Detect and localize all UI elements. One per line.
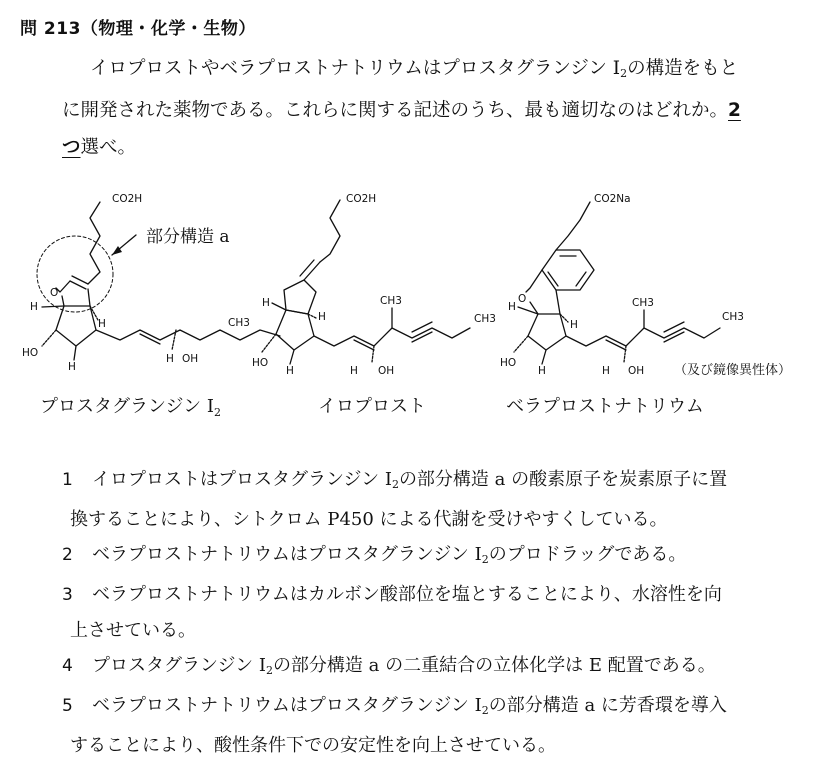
beraprost-h-2: H [570,319,578,331]
pgi2-structure [22,193,280,419]
option-text: の部分構造 a の酸素原子を炭素原子に置 [398,469,728,490]
iloprost-h-2: H [318,311,326,323]
option-text: イロプロストはプロスタグランジン I [92,469,392,490]
beraprost-h-4: H [538,365,546,377]
pgi2-h-3: H [166,353,174,365]
iloprost-ho-label: HO [252,357,269,369]
option-subscript: 2 [391,478,399,491]
option-subscript: 2 [265,664,273,677]
beraprost-o-atom: O [518,293,527,305]
option-text: ベラプロストナトリウムはカルボン酸部位を塩とすることにより、水溶性を向 [92,584,722,605]
stem-text-1-end: の構造をもと [627,58,739,79]
pgi2-ch3-label: CH3 [228,317,250,329]
beraprost-h-1: H [508,301,516,313]
option-number: 3 [62,585,73,605]
iloprost-oh-label: OH [378,365,395,377]
option-text-continued: 上させている。 [70,620,196,641]
option-1 [62,462,807,537]
iloprost-h-4: H [286,365,294,377]
iloprost-structure [252,193,496,417]
option-text: ベラプロストナトリウムはプロスタグランジン I [92,544,482,565]
iloprost-h-1: H [262,297,270,309]
answer-options [62,462,807,763]
option-5 [62,688,807,763]
option-4 [62,648,807,688]
question-header: 問 213（物理・化学・生物） [20,19,256,39]
iloprost-h-3: H [350,365,358,377]
question-stem [62,50,802,166]
option-text: のプロドラッグである。 [488,544,687,565]
beraprost-oh-label: OH [628,365,645,377]
beraprost-structure [500,193,791,417]
iloprost-ch3-end: CH3 [474,313,496,325]
option-text: の部分構造 a の二重結合の立体化学は E 配置である。 [272,655,716,676]
iloprost-ch3-branch: CH3 [380,295,402,307]
chemical-structures [0,180,836,440]
option-text-continued: することにより、酸性条件下での安定性を向上させている。 [70,735,556,756]
partial-structure-a-circle [37,236,113,312]
pgi2-acid-label: CO2H [112,193,143,205]
iloprost-acid-label: CO2H [346,193,377,205]
option-number: 2 [62,545,73,565]
option-text: の部分構造 a に芳香環を導入 [488,695,727,716]
beraprost-acid-label: CO2Na [594,193,631,205]
partial-structure-a-label: 部分構造 a [146,227,230,247]
beraprost-enantiomer-note: （及び鏡像異性体） [674,363,792,378]
stem-subscript: 2 [620,67,628,80]
option-2 [62,537,807,577]
option-text-continued: 換することにより、シトクロム P450 による代謝を受けやすくしている。 [70,509,668,530]
option-number: 1 [62,470,73,490]
pgi2-ho-label: HO [22,347,39,359]
answer-count-number: 2 [728,100,741,121]
pgi2-caption: プロスタグランジン $I_2$ [40,396,221,419]
beraprost-h-3: H [602,365,610,377]
pgi2-h-4: H [68,361,76,373]
pgi2-h-1: H [30,301,38,313]
stem-text-3: 選べ。 [80,137,137,158]
option-subscript: 2 [481,704,489,717]
stem-line-2 [62,92,802,129]
pgi2-oh-label: OH [182,353,199,365]
beraprost-ho-label: HO [500,357,517,369]
answer-count-unit: つ [62,137,81,158]
beraprost-caption: ベラプロストナトリウム [506,396,704,417]
option-text: プロスタグランジン I [92,655,266,676]
stem-line-3 [62,129,802,166]
stem-line-1 [62,50,802,92]
option-number: 4 [62,656,73,676]
stem-text-1: イロプロストやベラプロストナトリウムはプロスタグランジン I [90,58,621,79]
pgi2-h-2: H [98,318,106,330]
iloprost-caption: イロプロスト [318,396,426,417]
beraprost-ch3-branch: CH3 [632,297,654,309]
option-3 [62,577,807,648]
option-subscript: 2 [481,553,489,566]
stem-text-2: に開発された薬物である。これらに関する記述のうち、最も適切なのはどれか。 [62,100,729,121]
beraprost-ch3-end: CH3 [722,311,744,323]
pgi2-o-atom: O [50,287,59,299]
option-text: ベラプロストナトリウムはプロスタグランジン I [92,695,482,716]
option-number: 5 [62,696,73,716]
